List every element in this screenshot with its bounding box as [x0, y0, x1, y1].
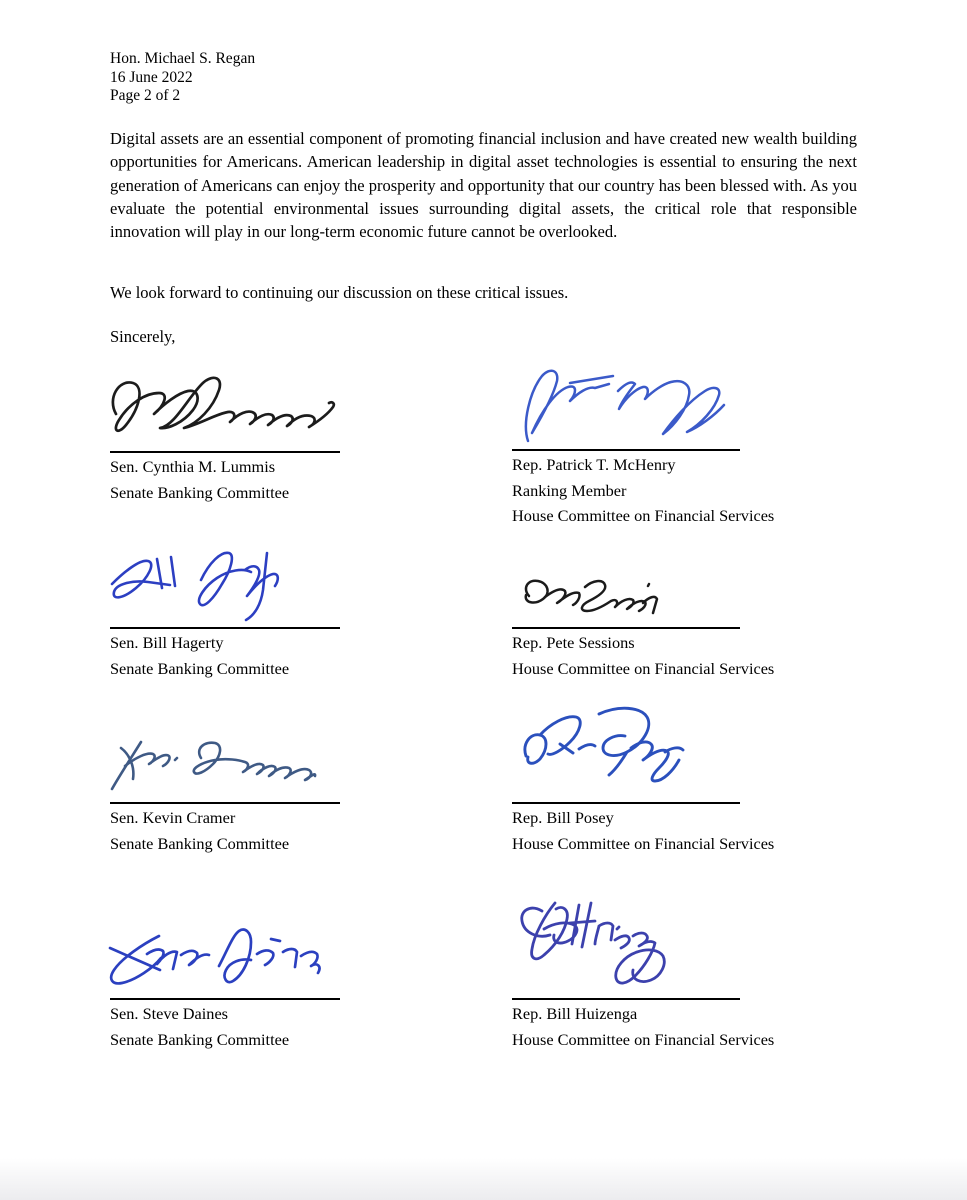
signature-block-huizenga [512, 998, 775, 1051]
signatory-committee: House Committee on Financial Services [512, 833, 775, 853]
lummis-signature-image [104, 370, 340, 446]
posey-signature-image [514, 704, 702, 798]
signatory-name: Sen. Bill Hagerty [110, 633, 224, 652]
signatory-title: Senate Banking Committee [110, 482, 290, 502]
signature-block-cramer [110, 802, 340, 855]
closing-salutation: Sincerely, [110, 327, 176, 346]
signatory-committee: House Committee on Financial Services [512, 506, 775, 526]
signature-block-mchenry [512, 449, 775, 528]
huizenga-signature-image [514, 895, 702, 995]
signature-block-lummis [110, 451, 340, 504]
signatory-title: Senate Banking Committee [110, 1029, 290, 1049]
body-paragraph-1: Digital assets are an essential component of promoting financial inclusion and have created new wealth building opportunities for Americans. American leadership in digital asset technologies is essential to ensuring the next generation of Americans can enjoy the prosperity and opportunity that our country has been blessed with. As you evaluate the potential environmental issues surrounding digital assets, the critical role that responsible innovation will play in our long-term economic future cannot be overlooked. [110, 129, 857, 242]
page-bottom-shade [0, 1158, 967, 1200]
signatory-title: Ranking Member [512, 480, 627, 500]
signature-block-daines [110, 998, 340, 1051]
daines-signature-image [102, 924, 326, 994]
signatory-committee: House Committee on Financial Services [512, 1029, 775, 1049]
signatory-committee: House Committee on Financial Services [512, 658, 775, 678]
mchenry-signature-image [512, 361, 734, 447]
header-date: 16 June 2022 [110, 68, 193, 86]
header-recipient: Hon. Michael S. Regan [110, 50, 256, 67]
letter-header [110, 50, 255, 106]
signatory-title: Senate Banking Committee [110, 658, 290, 678]
sessions-signature-image [514, 575, 668, 619]
hagerty-signature-image [104, 544, 310, 624]
header-page-number: Page 2 of 2 [110, 87, 181, 105]
cramer-signature-image [104, 734, 320, 796]
signatory-name: Sen. Steve Daines [110, 1004, 229, 1023]
signatory-title: Senate Banking Committee [110, 833, 290, 853]
signatory-name: Sen. Kevin Cramer [110, 808, 236, 827]
signatory-name: Rep. Bill Huizenga [512, 1004, 638, 1023]
signatory-name: Sen. Cynthia M. Lummis [110, 457, 276, 476]
signature-block-hagerty [110, 627, 340, 680]
signature-block-sessions [512, 627, 775, 680]
signature-block-posey [512, 802, 775, 855]
signatory-name: Rep. Pete Sessions [512, 633, 635, 652]
signatory-name: Rep. Patrick T. McHenry [512, 455, 676, 474]
body-paragraph-2: We look forward to continuing our discussion on these critical issues. [110, 283, 569, 302]
signatory-name: Rep. Bill Posey [512, 808, 614, 827]
